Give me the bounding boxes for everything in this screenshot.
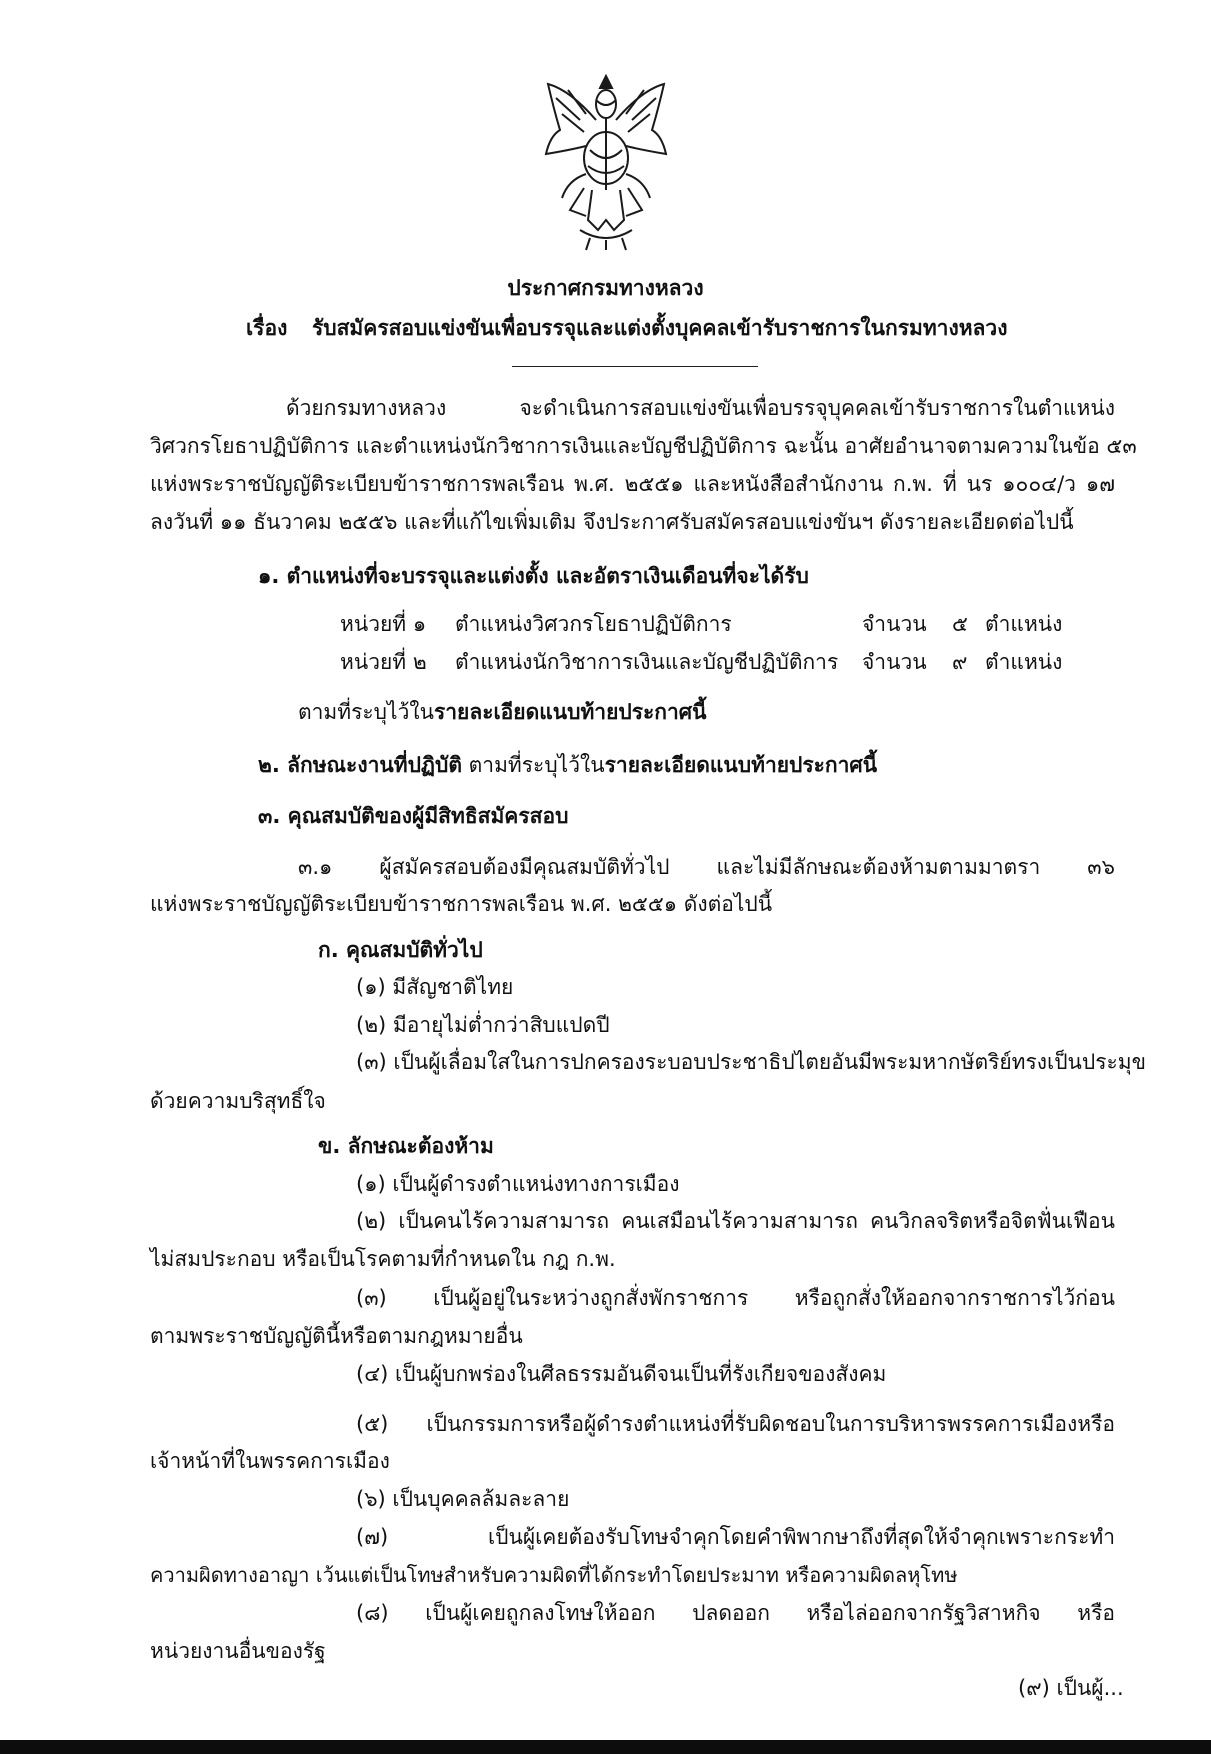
note-bold: รายละเอียดแนบท้ายประกาศนี้ [433,700,707,724]
subject-text: รับสมัครสอบแข่งขันเพื่อบรรจุและแต่งตั้งบุคคลเข้ารับราชการในกรมทางหลวง [312,316,1008,340]
document-title: ประกาศกรมทางหลวง [507,276,704,300]
section-1-note [298,697,706,727]
prohibited-item-cont: เจ้าหน้าที่ในพรรคการเมือง [150,1449,390,1473]
prohibited-item-cont: ความผิดทางอาญา เว้นแต่เป็นโทษสำหรับความผิดที่ได้กระทำโดยประมาท หรือความผิดลหุโทษ [150,1563,958,1587]
section-1-heading: ๑. ตำแหน่งที่จะบรรจุและแต่งตั้ง และอัตราเงินเดือนที่จะได้รับ [258,564,809,588]
note-prefix: ตามที่ระบุไว้ใน [298,700,434,724]
garuda-emblem-icon [540,70,672,252]
prohibited-heading: ข. ลักษณะต้องห้าม [318,1134,494,1158]
prohibited-item: (๑) เป็นผู้ดำรงตำแหน่งทางการเมือง [356,1172,680,1196]
section-2-bold: รายละเอียดแนบท้ายประกาศนี้ [604,753,878,777]
unit-label: หน่วยที่ ๒ [340,650,427,674]
continuation-marker: (๙) เป็นผู้... [1018,1676,1124,1700]
subject-label: เรื่อง [246,316,288,340]
prohibited-item-cont: ไม่สมประกอบ หรือเป็นโรคตามที่กำหนดใน กฎ ก.พ. [150,1247,616,1271]
prohibited-item: (๘) เป็นผู้เคยถูกลงโทษให้ออก ปลดออก หรือไล่ออกจากรัฐวิสาหกิจ หรือ [356,1601,1115,1625]
prohibited-item: (๕) เป็นกรรมการหรือผู้ดำรงตำแหน่งที่รับผิดชอบในการบริหารพรรคการเมืองหรือ [356,1412,1115,1436]
prohibited-item: (๒) เป็นคนไร้ความสามารถ คนเสมือนไร้ความสามารถ คนวิกลจริตหรือจิตฟั่นเฟือน [356,1209,1115,1233]
section-2-prefix: ตามที่ระบุไว้ใน [468,753,605,777]
section-2 [258,750,877,780]
title-divider [512,366,758,367]
unit-unit: ตำแหน่ง [985,612,1063,636]
prohibited-item-cont: ตามพระราชบัญญัตินี้หรือตามกฎหมายอื่น [150,1324,523,1348]
intro-line-2: วิศวกรโยธาปฏิบัติการ และตำแหน่งนักวิชาการเงินและบัญชีปฏิบัติการ ฉะนั้น อาศัยอำนาจตามความในข้อ ๕๓ [150,434,1137,458]
unit-unit: ตำแหน่ง [985,650,1063,674]
prohibited-item-cont: หน่วยงานอื่นของรัฐ [150,1639,326,1663]
general-item-cont: ด้วยความบริสุทธิ์ใจ [150,1089,326,1113]
p31-line-1: ๓.๑ ผู้สมัครสอบต้องมีคุณสมบัติทั่วไป และไม่มีลักษณะต้องห้ามตามมาตรา ๓๖ [298,855,1115,879]
prohibited-item: (๔) เป็นผู้บกพร่องในศีลธรรมอันดีจนเป็นที่รังเกียจของสังคม [356,1362,887,1386]
general-item: (๒) มีอายุไม่ต่ำกว่าสิบแปดปี [356,1013,610,1037]
general-item: (๑) มีสัญชาติไทย [356,975,514,999]
unit-position: ตำแหน่งวิศวกรโยธาปฏิบัติการ [455,612,732,636]
unit-count: ๙ [952,650,968,674]
scan-bottom-edge [0,1740,1211,1754]
intro-line-4: ลงวันที่ ๑๑ ธันวาคม ๒๕๕๖ และที่แก้ไขเพิ่มเติม จึงประกาศรับสมัครสอบแข่งขันฯ ดังรายละเอียดต่อไปนี้ [150,510,1074,534]
unit-count-label: จำนวน [862,612,927,636]
unit-position: ตำแหน่งนักวิชาการเงินและบัญชีปฏิบัติการ [455,650,839,674]
section-2-heading: ๒. ลักษณะงานที่ปฏิบัติ [258,753,462,777]
prohibited-item: (๓) เป็นผู้อยู่ในระหว่างถูกสั่งพักราชการ หรือถูกสั่งให้ออกจากราชการไว้ก่อน [356,1286,1115,1310]
general-heading: ก. คุณสมบัติทั่วไป [318,938,483,962]
unit-label: หน่วยที่ ๑ [340,612,427,636]
unit-count: ๕ [952,612,968,636]
section-3-heading: ๓. คุณสมบัติของผู้มีสิทธิสมัครสอบ [258,804,569,828]
prohibited-item: (๗) เป็นผู้เคยต้องรับโทษจำคุกโดยคำพิพากษาถึงที่สุดให้จำคุกเพราะกระทำ [356,1525,1115,1549]
intro-line-3: แห่งพระราชบัญญัติระเบียบข้าราชการพลเรือน พ.ศ. ๒๕๕๑ และหนังสือสำนักงาน ก.พ. ที่ นร ๑๐๐๔/ว ๑๗ [150,472,1115,496]
p31-line-2: แห่งพระราชบัญญัติระเบียบข้าราชการพลเรือน พ.ศ. ๒๕๕๑ ดังต่อไปนี้ [150,892,773,916]
prohibited-item: (๖) เป็นบุคคลล้มละลาย [356,1487,570,1511]
intro-line-1: ด้วยกรมทางหลวง จะดำเนินการสอบแข่งขันเพื่อบรรจุบุคคลเข้ารับราชการในตำแหน่ง [286,396,1115,420]
general-item: (๓) เป็นผู้เลื่อมใสในการปกครองระบอบประชาธิปไตยอันมีพระมหากษัตริย์ทรงเป็นประมุข [356,1050,1147,1074]
unit-count-label: จำนวน [862,650,927,674]
